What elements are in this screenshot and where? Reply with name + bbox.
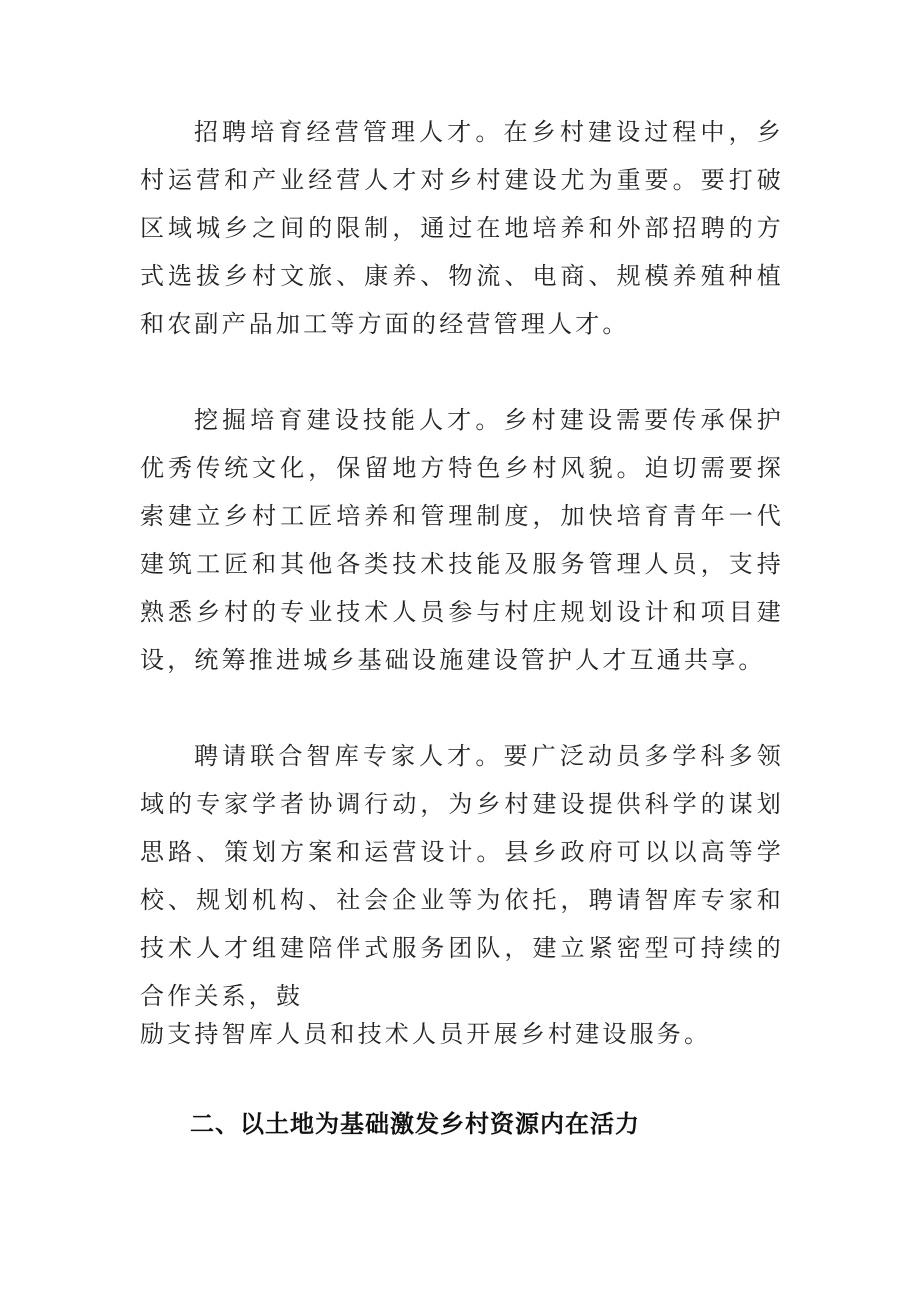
paragraph-management-talent: 招聘培育经营管理人才。在乡村建设过程中，乡村运营和产业经营人才对乡村建设尤为重要。要打破区域城乡之间的限制，通过在地培养和外部招聘的方式选拔乡村文旅、康养、物流、电商、规模养殖种植和农副产品加工等方面的经营管理人才。 [140,118,784,338]
paragraph-think-tank-experts: 聘请联合智库专家人才。要广泛动员多学科多领域的专家学者协调行动，为乡村建设提供科学的谋划思路、策划方案和运营设计。县乡政府可以以高等学校、规划机构、社会企业等为依托，聘请智库专家和技术人才组建陪伴式服务团队，建立紧密型可持续的合作关系，鼓 [140,742,784,1010]
paragraph-construction-skills-talent: 挖掘培育建设技能人才。乡村建设需要传承保护优秀传统文化，保留地方特色乡村风貌。迫切需要探索建立乡村工匠培养和管理制度，加快培育青年一代建筑工匠和其他各类技术技能及服务管理人员，支持熟悉乡村的专业技术人员参与村庄规划设计和项目建设，统筹推进城乡基础设施建设管护人才互通共享。 [140,406,784,674]
paragraph-continuation: 励支持智库人员和技术人员开展乡村建设服务。 [140,1020,712,1048]
section-heading: 二、以土地为基础激发乡村资源内在活力 [190,1110,640,1138]
